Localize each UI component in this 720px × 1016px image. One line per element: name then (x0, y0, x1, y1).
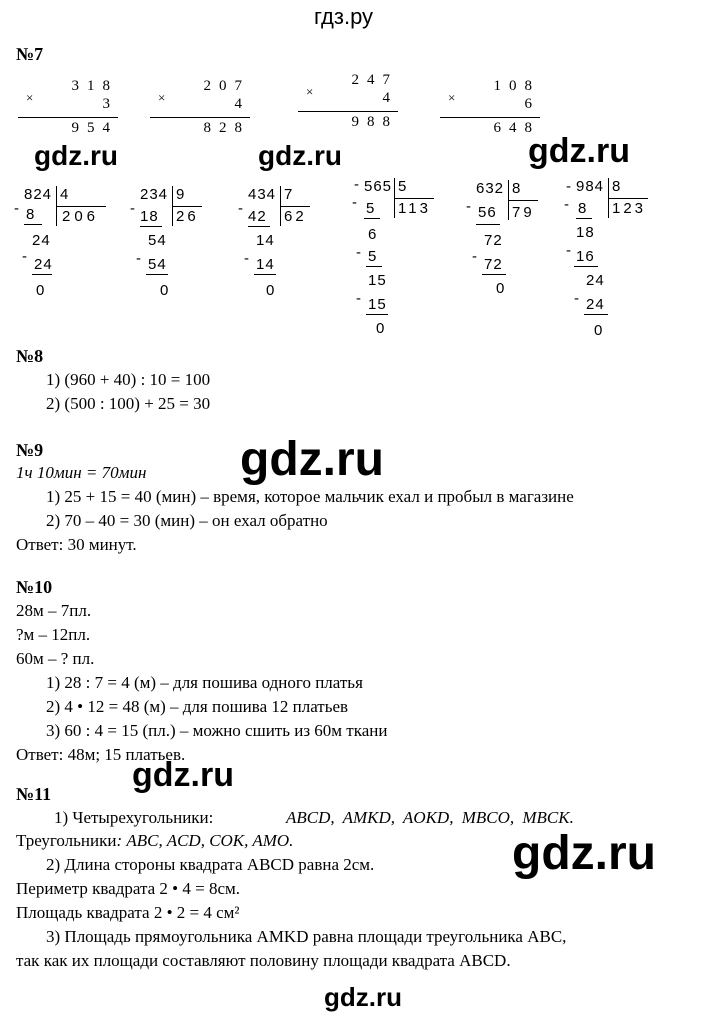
division-step: 24 (32, 232, 51, 249)
product: 828 (203, 120, 250, 136)
quotient: 26 (176, 208, 199, 225)
division-step: 54 (148, 256, 167, 273)
dividend: 824 (24, 186, 53, 203)
watermark: gdz.ru (512, 827, 656, 880)
given-line: 28м – 7пл. (16, 601, 92, 620)
division-step: 8 (578, 200, 588, 217)
exercise-11-title: №11 (16, 784, 52, 804)
division-step: 6 (368, 226, 378, 243)
answer-line: Ответ: 30 минут. (16, 535, 137, 554)
factor-b: 6 (524, 96, 540, 112)
dividend: 234 (140, 186, 169, 203)
long-division: 434 7 62 - 42 14 - 14 0 (246, 186, 336, 306)
solution-line: 3) 60 : 4 = 15 (пл.) – можно сшить из 60м ткани (46, 721, 388, 740)
solution-line: 2) 70 – 40 = 30 (мин) – он ехал обратно (46, 511, 328, 530)
division-step: 15 (368, 296, 387, 313)
factor-b: 4 (382, 90, 398, 106)
factor-a: 207 (203, 78, 250, 94)
long-division: - 565 5 113 - 5 6 - 5 15 - 15 0 (360, 178, 450, 338)
divisor: 4 (60, 186, 70, 203)
quotient: 62 (284, 208, 307, 225)
division-step: 54 (148, 232, 167, 249)
quotient: 113 (398, 200, 431, 217)
product: 648 (493, 120, 540, 136)
exercise-8-title: №8 (16, 346, 44, 366)
given-line: ?м – 12пл. (16, 625, 91, 644)
division-step: 24 (34, 256, 53, 273)
multiply-sign: × (448, 90, 456, 105)
factor-a: 247 (351, 72, 398, 88)
quotient: 123 (612, 200, 647, 217)
division-step: 56 (478, 204, 497, 221)
divisor: 8 (512, 180, 522, 197)
watermark: gdz.ru (132, 756, 234, 794)
given-line: 60м – ? пл. (16, 649, 95, 668)
division-step: 0 (266, 282, 276, 299)
multiplication (150, 78, 250, 138)
long-division: - 984 8 123 - 8 18 - 16 24 - 24 0 (564, 178, 647, 339)
division-step: 0 (594, 322, 604, 339)
site-header: гдз.ру (314, 4, 374, 29)
long-division: 824 4 206 - 8 24 - 24 0 (22, 186, 112, 306)
division-step: 14 (256, 232, 275, 249)
watermark: gdz.ru (324, 982, 402, 1012)
quadrilaterals-list: ABCD, AMKD, AOKD, MBCO, MBCK. (286, 808, 574, 827)
solution-line: Периметр квадрата 2 • 4 = 8см. (16, 879, 240, 898)
watermark: gdz.ru (240, 433, 384, 486)
division-step: 15 (368, 272, 387, 289)
solution-line: 2) 4 • 12 = 48 (м) – для пошива 12 платьев (46, 697, 349, 716)
divisor: 9 (176, 186, 186, 203)
solution-line: 3) Площадь прямоугольника AMKD равна площади треугольника ABC, (46, 927, 567, 946)
dividend: 434 (248, 186, 277, 203)
quotient: 206 (62, 208, 100, 225)
factor-b: 3 (102, 96, 118, 112)
division-step: 14 (256, 256, 275, 273)
watermark: gdz.ru (34, 140, 118, 171)
triangles-label: Треугольники (16, 831, 117, 850)
multiply-sign: × (158, 90, 166, 105)
division-step: 18 (140, 208, 159, 225)
factor-a: 108 (493, 78, 540, 94)
quotient: 79 (512, 204, 535, 221)
divisor: 8 (612, 178, 622, 195)
division-step: 0 (496, 280, 506, 297)
division-step: 5 (368, 248, 378, 265)
exercise-7-title: №7 (16, 44, 44, 64)
dividend: 984 (576, 178, 605, 195)
triangles-list: : ABC, ACD, COK, AMO. (116, 831, 294, 850)
triangles-line (16, 831, 293, 851)
solution-line: 1) 28 : 7 = 4 (м) – для пошива одного платья (46, 673, 363, 692)
product: 954 (71, 120, 118, 136)
exercise-9-title: №9 (16, 440, 44, 460)
dividend: 632 (476, 180, 505, 197)
answer-line: Ответ: 48м; 15 платьев. (16, 745, 186, 764)
given-line: 1ч 10мин = 70мин (16, 463, 147, 482)
divisor: 7 (284, 186, 294, 203)
multiply-sign: × (26, 90, 34, 105)
solution-line: Площадь квадрата 2 • 2 = 4 см² (16, 903, 240, 922)
division-step: 16 (576, 248, 595, 265)
division-step: 72 (484, 256, 503, 273)
solution-line: 1) 25 + 15 = 40 (мин) – время, которое мальчик ехал и пробыл в магазине (46, 487, 574, 506)
solution-line: 2) (500 : 100) + 25 = 30 (46, 394, 211, 413)
quadrilaterals-label: 1) Четырехугольники: (54, 808, 214, 827)
division-step: 24 (586, 272, 605, 289)
product: 988 (351, 114, 398, 130)
division-step: 0 (36, 282, 46, 299)
division-step: 72 (484, 232, 503, 249)
division-step: 5 (366, 200, 376, 217)
divisor: 5 (398, 178, 408, 195)
division-step: 24 (586, 296, 605, 313)
long-division: 234 9 26 - 18 54 - 54 0 (138, 186, 228, 306)
multiply-sign: × (306, 84, 314, 99)
division-step: 18 (576, 224, 595, 241)
multiplication (298, 72, 398, 132)
watermark: gdz.ru (528, 132, 630, 170)
long-division: 632 8 79 - 56 72 - 72 0 (474, 180, 564, 300)
division-step: 8 (26, 206, 36, 223)
multiplication (18, 78, 118, 138)
division-step: 42 (248, 208, 267, 225)
dividend: 565 (364, 178, 393, 195)
division-step: 0 (376, 320, 386, 337)
solution-line: 1) (960 + 40) : 10 = 100 (46, 370, 211, 389)
multiplication (440, 78, 540, 138)
solution-line: 2) Длина стороны квадрата ABCD равна 2см. (46, 855, 375, 874)
division-step: 0 (160, 282, 170, 299)
factor-a: 318 (71, 78, 118, 94)
watermark: gdz.ru (258, 140, 342, 171)
factor-b: 4 (234, 96, 250, 112)
exercise-10-title: №10 (16, 577, 53, 597)
solution-line: так как их площади составляют половину площади квадрата ABCD. (16, 951, 511, 970)
